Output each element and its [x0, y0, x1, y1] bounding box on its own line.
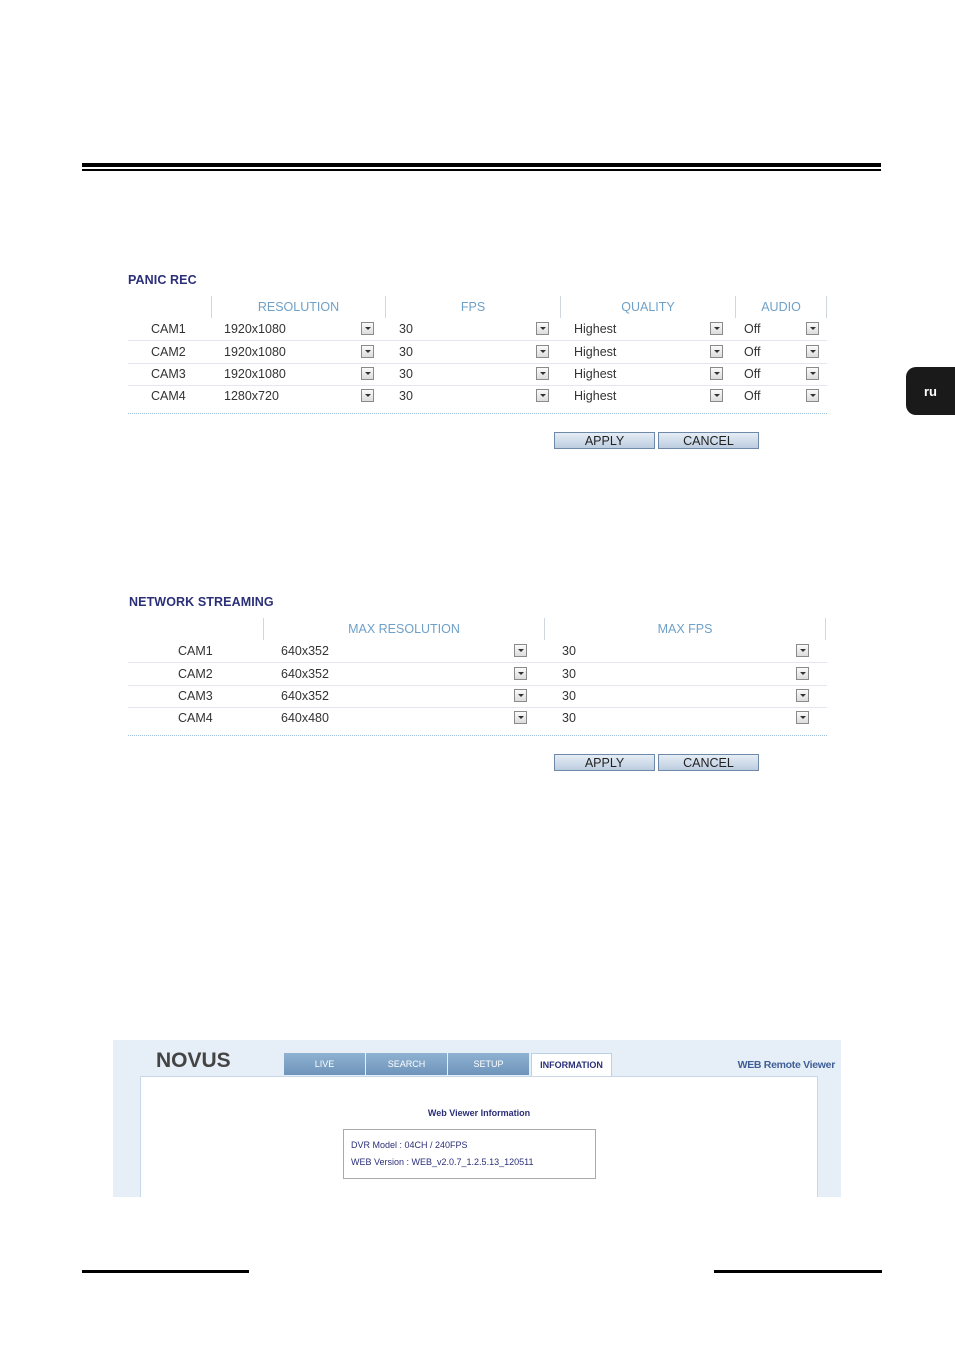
header-max-resolution: MAX RESOLUTION	[348, 622, 460, 636]
app-title: WEB Remote Viewer	[737, 1059, 835, 1071]
header-quality: QUALITY	[621, 300, 675, 314]
tab-live[interactable]: LIVE	[284, 1053, 365, 1075]
language-tab: ru	[906, 367, 955, 415]
dropdown-arrow-icon[interactable]	[796, 644, 809, 657]
fps-select[interactable]: 30	[399, 389, 413, 403]
camera-label: CAM1	[178, 644, 213, 658]
tab-information[interactable]: INFORMATION	[531, 1053, 612, 1076]
info-title: Web Viewer Information	[427, 1108, 531, 1118]
panic-rec-table	[128, 296, 827, 418]
quality-select[interactable]: Highest	[574, 367, 617, 381]
footer-rule-left	[82, 1270, 249, 1273]
camera-label: CAM4	[151, 389, 186, 403]
camera-label: CAM3	[178, 689, 213, 703]
max-fps-select[interactable]: 30	[562, 644, 576, 658]
camera-label: CAM4	[178, 711, 213, 725]
camera-label: CAM3	[151, 367, 186, 381]
table-bottom-border	[128, 413, 827, 414]
dropdown-arrow-icon[interactable]	[361, 322, 374, 335]
network-streaming-table	[128, 618, 827, 740]
table-row	[128, 318, 827, 341]
dropdown-arrow-icon[interactable]	[514, 689, 527, 702]
info-box	[343, 1129, 596, 1179]
table-row	[128, 707, 827, 729]
dropdown-arrow-icon[interactable]	[710, 322, 723, 335]
header-rule-thin	[82, 169, 881, 171]
table-row	[128, 341, 827, 364]
max-resolution-select[interactable]: 640x352	[281, 667, 329, 681]
apply-button[interactable]: APPLY	[554, 754, 655, 771]
apply-button[interactable]: APPLY	[554, 432, 655, 449]
max-resolution-select[interactable]: 640x352	[281, 644, 329, 658]
col-divider	[825, 618, 826, 640]
max-resolution-select[interactable]: 640x352	[281, 689, 329, 703]
panic-rec-title: PANIC REC	[128, 273, 197, 287]
dropdown-arrow-icon[interactable]	[536, 322, 549, 335]
camera-label: CAM2	[178, 667, 213, 681]
dropdown-arrow-icon[interactable]	[710, 345, 723, 358]
dropdown-arrow-icon[interactable]	[361, 367, 374, 380]
dvr-model: DVR Model : 04CH / 240FPS	[351, 1140, 468, 1150]
camera-label: CAM2	[151, 345, 186, 359]
fps-select[interactable]: 30	[399, 345, 413, 359]
fps-select[interactable]: 30	[399, 367, 413, 381]
dropdown-arrow-icon[interactable]	[796, 667, 809, 680]
information-panel	[140, 1076, 818, 1197]
dropdown-arrow-icon[interactable]	[796, 711, 809, 724]
max-resolution-select[interactable]: 640x480	[281, 711, 329, 725]
dropdown-arrow-icon[interactable]	[536, 345, 549, 358]
audio-select[interactable]: Off	[744, 389, 761, 403]
table-row	[128, 385, 827, 407]
web-viewer-window	[113, 1040, 841, 1197]
quality-select[interactable]: Highest	[574, 389, 617, 403]
dropdown-arrow-icon[interactable]	[806, 367, 819, 380]
web-version: WEB Version : WEB_v2.0.7_1.2.5.13_120511	[351, 1157, 534, 1167]
quality-select[interactable]: Highest	[574, 322, 617, 336]
dropdown-arrow-icon[interactable]	[806, 389, 819, 402]
cancel-button[interactable]: CANCEL	[658, 432, 759, 449]
table-bottom-border	[128, 735, 827, 736]
header-rule	[82, 163, 881, 167]
audio-select[interactable]: Off	[744, 322, 761, 336]
table-row	[128, 663, 827, 686]
audio-select[interactable]: Off	[744, 367, 761, 381]
dropdown-arrow-icon[interactable]	[514, 644, 527, 657]
dropdown-arrow-icon[interactable]	[514, 667, 527, 680]
table-row	[128, 363, 827, 386]
camera-label: CAM1	[151, 322, 186, 336]
max-fps-select[interactable]: 30	[562, 667, 576, 681]
dropdown-arrow-icon[interactable]	[361, 389, 374, 402]
tab-search[interactable]: SEARCH	[366, 1053, 447, 1075]
dropdown-arrow-icon[interactable]	[514, 711, 527, 724]
dropdown-arrow-icon[interactable]	[806, 345, 819, 358]
resolution-select[interactable]: 1920x1080	[224, 367, 286, 381]
table-row	[128, 685, 827, 708]
header-fps: FPS	[460, 300, 486, 314]
quality-select[interactable]: Highest	[574, 345, 617, 359]
audio-select[interactable]: Off	[744, 345, 761, 359]
header-resolution: RESOLUTION	[257, 300, 340, 314]
novus-logo: NOVUS	[156, 1049, 231, 1072]
resolution-select[interactable]: 1920x1080	[224, 322, 286, 336]
tab-setup[interactable]: SETUP	[448, 1053, 529, 1075]
dropdown-arrow-icon[interactable]	[536, 367, 549, 380]
dropdown-arrow-icon[interactable]	[710, 367, 723, 380]
footer-rule-right	[714, 1270, 882, 1273]
dropdown-arrow-icon[interactable]	[361, 345, 374, 358]
dropdown-arrow-icon[interactable]	[536, 389, 549, 402]
header-audio: AUDIO	[761, 300, 801, 314]
network-streaming-title: NETWORK STREAMING	[129, 595, 274, 609]
fps-select[interactable]: 30	[399, 322, 413, 336]
resolution-select[interactable]: 1920x1080	[224, 345, 286, 359]
dropdown-arrow-icon[interactable]	[710, 389, 723, 402]
dropdown-arrow-icon[interactable]	[806, 322, 819, 335]
max-fps-select[interactable]: 30	[562, 711, 576, 725]
dropdown-arrow-icon[interactable]	[796, 689, 809, 702]
cancel-button[interactable]: CANCEL	[658, 754, 759, 771]
col-divider	[826, 296, 827, 318]
table-row	[128, 640, 827, 663]
resolution-select[interactable]: 1280x720	[224, 389, 279, 403]
header-max-fps: MAX FPS	[657, 622, 713, 636]
max-fps-select[interactable]: 30	[562, 689, 576, 703]
